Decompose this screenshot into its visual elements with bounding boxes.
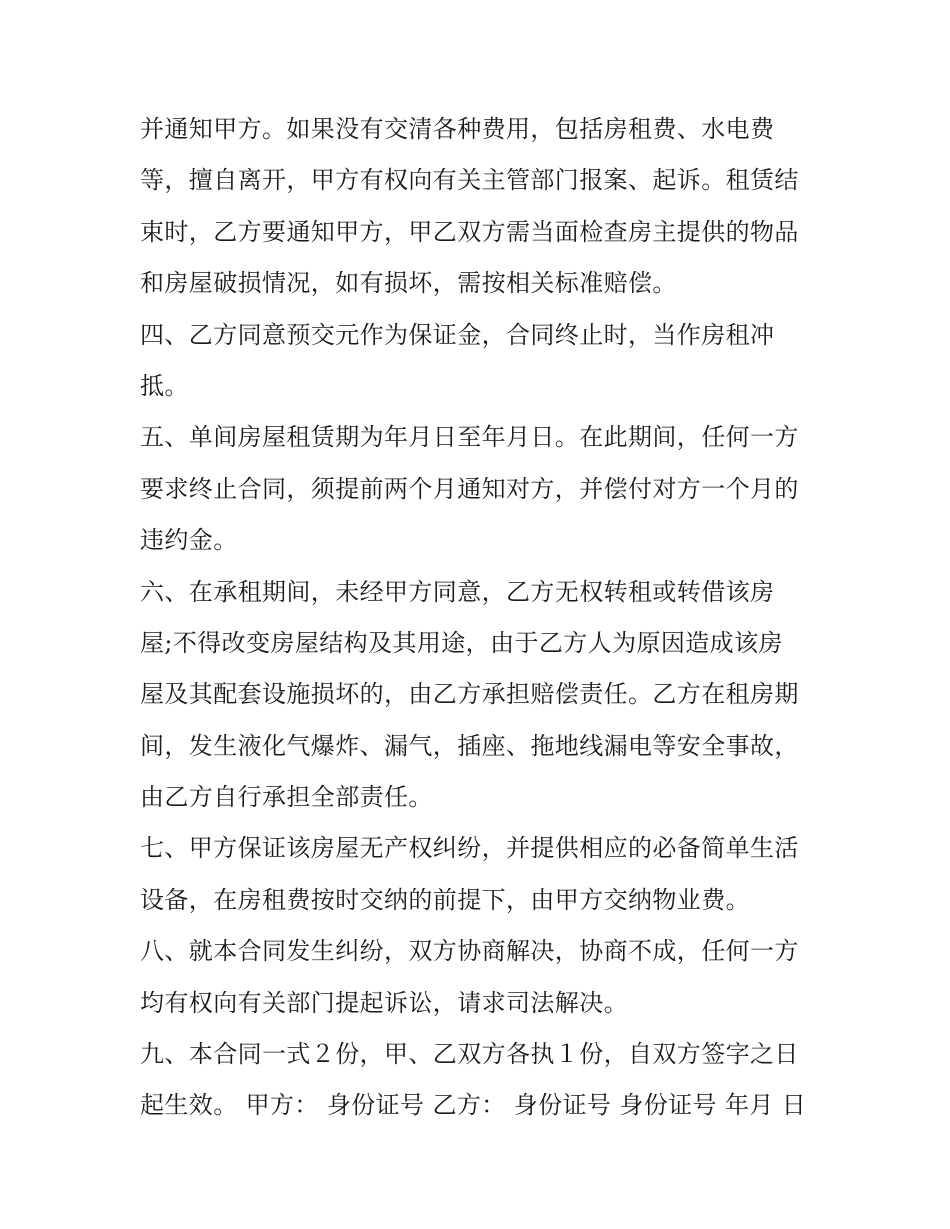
text-line: 等，擅自离开，甲方有权向有关主管部门报案、起诉。租赁结	[140, 166, 799, 195]
clause-nine-line: 九、本合同一式２份，甲、乙双方各执１份，自双方签字之日	[140, 1040, 799, 1069]
text-line: 违约金。	[140, 526, 238, 555]
text-line: 束时，乙方要通知甲方，甲乙双方需当面检查房主提供的物品	[140, 217, 799, 246]
text-line: 要求终止合同，须提前两个月通知对方，并偿付对方一个月的	[140, 474, 799, 503]
contract-text-body	[140, 104, 820, 1132]
clause-seven-line: 七、甲方保证该房屋无产权纠纷，并提供相应的必备简单生活	[140, 834, 799, 863]
text-line: 屋及其配套设施损坏的，由乙方承担赔偿责任。乙方在租房期	[140, 680, 799, 709]
clause-five-line: 五、单间房屋租赁期为年月日至年月日。在此期间，任何一方	[140, 423, 799, 452]
text-line: 屋;不得改变房屋结构及其用途，由于乙方人为原因造成该房	[140, 628, 783, 657]
text-line: 由乙方自行承担全部责任。	[140, 783, 433, 812]
clause-six-line: 六、在承租期间，未经甲方同意，乙方无权转租或转借该房	[140, 577, 775, 606]
text-line: 均有权向有关部门提起诉讼，请求司法解决。	[140, 988, 628, 1017]
clause-eight-line: 八、就本合同发生纠纷，双方协商解决，协商不成，任何一方	[140, 937, 799, 966]
clause-four-line: 四、乙方同意预交元作为保证金，合同终止时，当作房租冲	[140, 320, 775, 349]
text-line: 和房屋破损情况，如有损坏，需按相关标准赔偿。	[140, 269, 677, 298]
text-line: 抵。	[140, 371, 189, 400]
text-line: 间，发生液化气爆炸、漏气，插座、拖地线漏电等安全事故，	[140, 731, 799, 760]
text-line: 设备，在房租费按时交纳的前提下，由甲方交纳物业费。	[140, 885, 750, 914]
signature-line: 起生效。 甲方： 身份证号 乙方： 身份证号 身份证号 年月 日	[140, 1091, 807, 1120]
text-line: 并通知甲方。如果没有交清各种费用，包括房租费、水电费	[140, 115, 775, 143]
